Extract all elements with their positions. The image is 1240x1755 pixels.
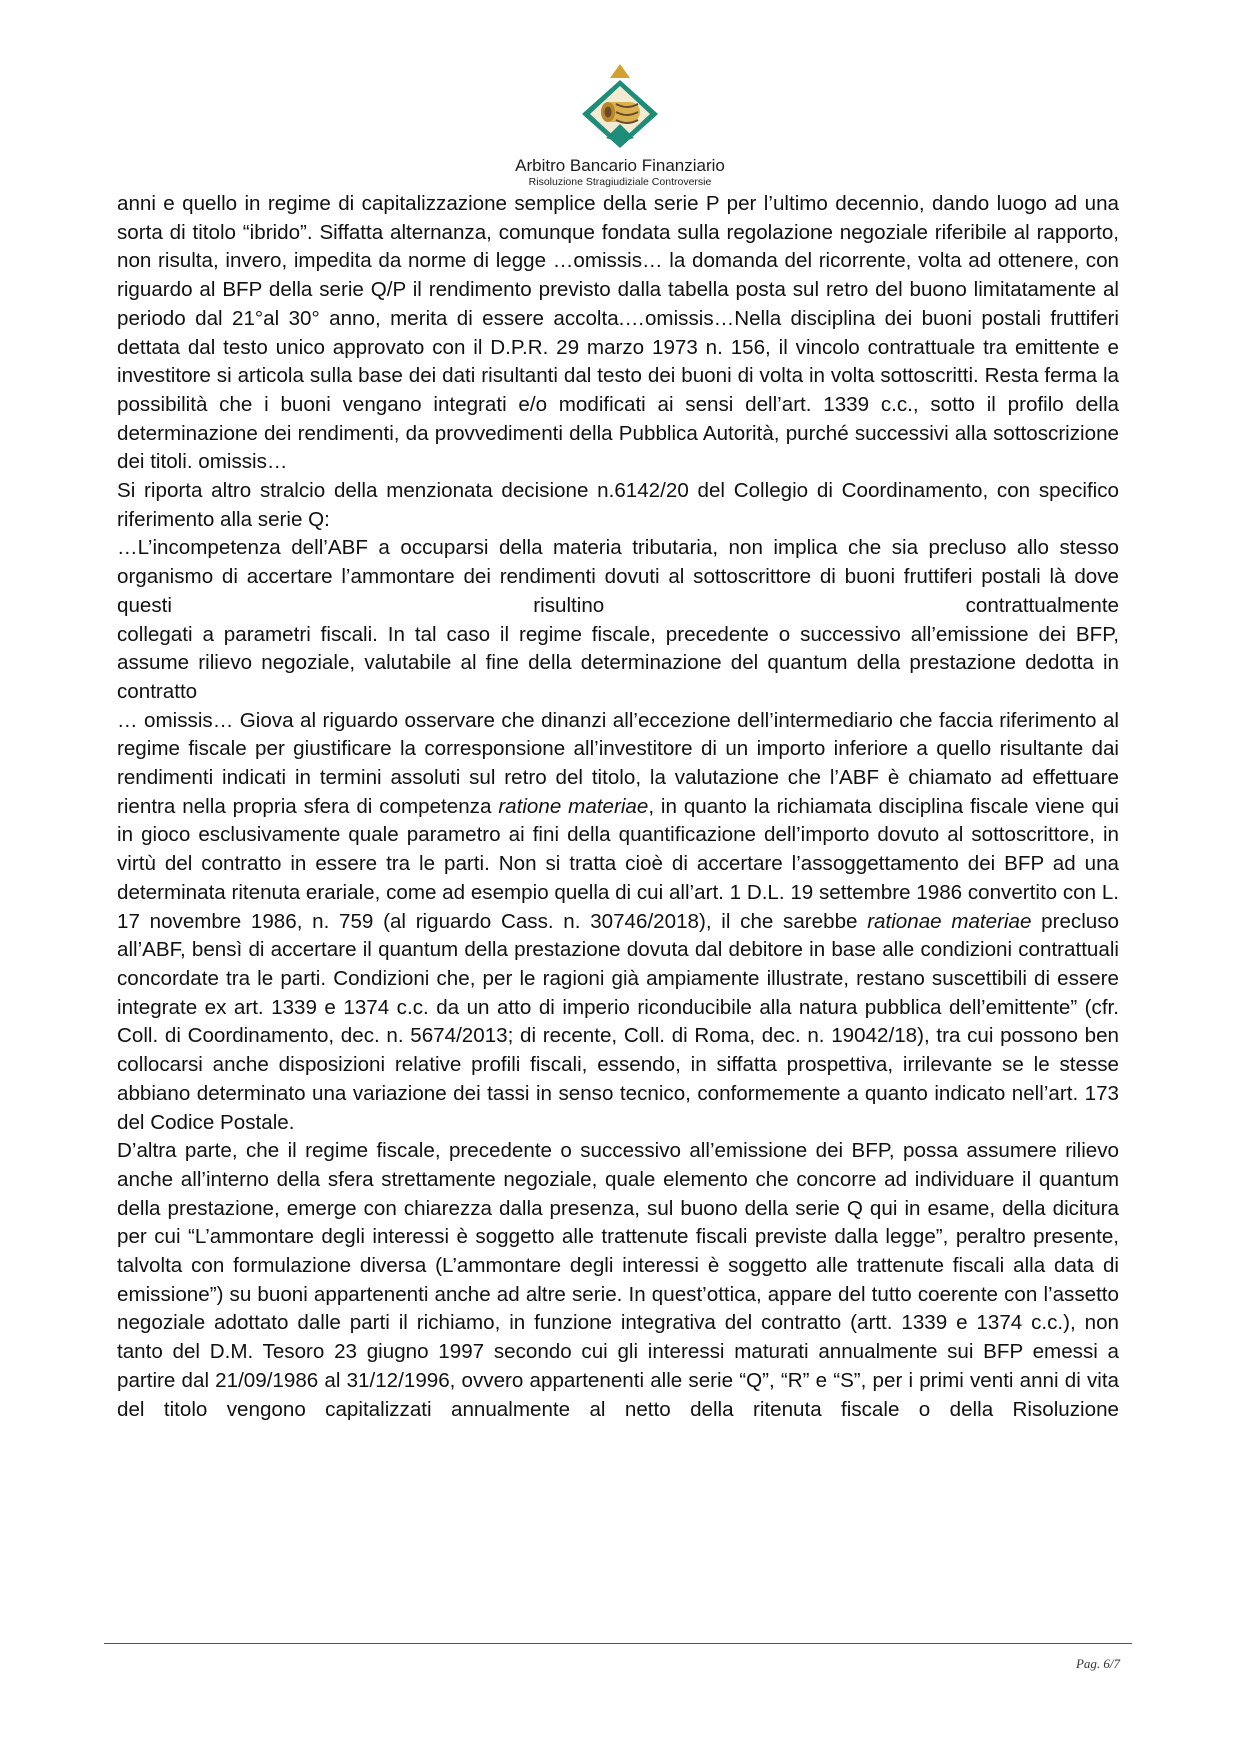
- document-body: [117, 190, 1119, 1424]
- paragraph-1: anni e quello in regime di capitalizzazione semplice della serie P per l’ultimo decennio, dando luogo ad una sorta di titolo “ibrido”. Siffatta alternanza, comunque fondata sulla regolazione negoziale riferibile al rapporto, non risulta, invero, impedita da norme di legge …omissis… la domanda del ricorrente, volta ad ottenere, con riguardo al BFP della serie Q/P il rendimento previsto dalla tabella posta sul retro del buono limitatamente al periodo dal 21°al 30° anno, merita di essere accolta.…omissis…Nella disciplina dei buoni postali fruttiferi dettata dal testo unico approvato con il D.P.R. 29 marzo 1973 n. 156, il vincolo contrattuale tra emittente e investitore si articola sulla base dei dati risultanti dal testo dei buoni di volta in volta sottoscritti. Resta ferma la possibilità che i buoni vengano integrati e/o modificati ai sensi dell’art. 1339 c.c., sotto il profilo della determinazione dei rendimenti, da provvedimenti della Pubblica Autorità, purché successivi alla sottoscrizione dei titoli. omissis…: [117, 192, 1119, 474]
- page-number: Pag. 6/7: [1075, 1656, 1120, 1671]
- italic-ratione-materiae: ratione materiae: [498, 794, 649, 818]
- org-subtitle: Risoluzione Stragiudiziale Controversie: [528, 176, 712, 188]
- paragraph-3: …L’incompetenza dell’ABF a occuparsi della materia tributaria, non implica che sia precluso allo stesso organismo di accertare l’ammontare dei rendimenti dovuti al sottoscrittore di buoni fruttiferi postali là dove questi risultino contrattualmente: [117, 536, 1119, 617]
- paragraph-5-part-c: precluso all’ABF, bensì di accertare il quantum della prestazione dovuta dal debitore in base alle condizioni contrattuali concordate tra le parti. Condizioni che, per le ragioni già ampiamente illustrate, restano suscettibili di essere integrate ex art. 1339 e 1374 c.c. da un atto di imperio riconducibile alla natura pubblica dell’emittente” (cfr. Coll. di Coordinamento, dec. n. 5674/2013; di recente, Coll. di Roma, dec. n. 19042/18), tra cui possono ben collocarsi anche disposizioni relative profili fiscali, essendo, in siffatta prospettiva, irrilevante se le stesse abbiano determinato una variazione dei tassi in senso tecnico, conformemente a quanto indicato nell’art. 173 del Codice Postale.: [117, 909, 1120, 1134]
- abf-logo-icon: [572, 62, 668, 150]
- paragraph-6: D’altra parte, che il regime fiscale, precedente o successivo all’emissione dei BFP, possa assumere rilievo anche all’interno della sfera strettamente negoziale, quale elemento che concorre ad individuare il quantum della prestazione, emerge con chiarezza dalla presenza, sul buono della serie Q qui in esame, della dicitura per cui “L’ammontare degli interessi è soggetto alle trattenute fiscali previste dalla legge”, peraltro presente, talvolta con formulazione diversa (L’ammontare degli interessi è soggetto alle trattenute fiscali alla data di emissione”) su buoni appartenenti anche ad altre serie. In quest’ottica, appare del tutto coerente con l’assetto negoziale adottato dalle parti il richiamo, in funzione integrativa del contratto (artt. 1339 e 1374 c.c.), non tanto del D.M. Tesoro 23 giugno 1997 secondo cui gli interessi maturati annualmente sui BFP emessi a partire dal 21/09/1986 al 31/12/1996, ovvero appartenenti alle serie “Q”, “R” e “S”, per i primi venti anni di vita del titolo vengono capitalizzati annualmente al netto della ritenuta fiscale o della Risoluzione: [117, 1139, 1119, 1421]
- italic-rationae-materiae: rationae materiae: [867, 909, 1032, 933]
- paragraph-2: Si riporta altro stralcio della menzionata decisione n.6142/20 del Collegio di Coordinamento, con specifico riferimento alla serie Q:: [117, 479, 1119, 531]
- org-name: Arbitro Bancario Finanziario: [515, 156, 725, 175]
- page-header: [0, 62, 1240, 189]
- paragraph-4: collegati a parametri fiscali. In tal caso il regime fiscale, precedente o successivo all’emissione dei BFP, assume rilievo negoziale, valutabile al fine della determinazione del quantum della prestazione dedotta in contratto: [117, 622, 1119, 703]
- paragraph-5-part-a: … omissis… Giova al riguardo osservare che dinanzi all’eccezione dell’intermediario che faccia riferimento al regime fiscale per giustificare la corresponsione all’investitore di un importo inferiore a quello risultante dai rendimenti indicati in termini assoluti sul retro del titolo, la valutazione che l’ABF è chiamato ad effettuare rientra nella propria sfera di competenza: [117, 708, 1119, 818]
- paragraph-5: [117, 707, 1119, 1138]
- paragraph-5-part-b: , in quanto la richiamata disciplina fiscale viene qui in gioco esclusivamente quale parametro ai fini della quantificazione dell’importo dovuto al sottoscrittore, in virtù del contratto in essere tra le parti. Non si tratta cioè di accertare l’assoggettamento dei BFP ad una determinata ritenuta erariale, come ad esempio quella di cui all’art. 1 D.L. 19 settembre 1986 convertito con L. 17 novembre 1986, n. 759 (al riguardo Cass. n. 30746/2018), il che sarebbe: [117, 794, 1119, 933]
- footer-divider: [104, 1643, 1132, 1644]
